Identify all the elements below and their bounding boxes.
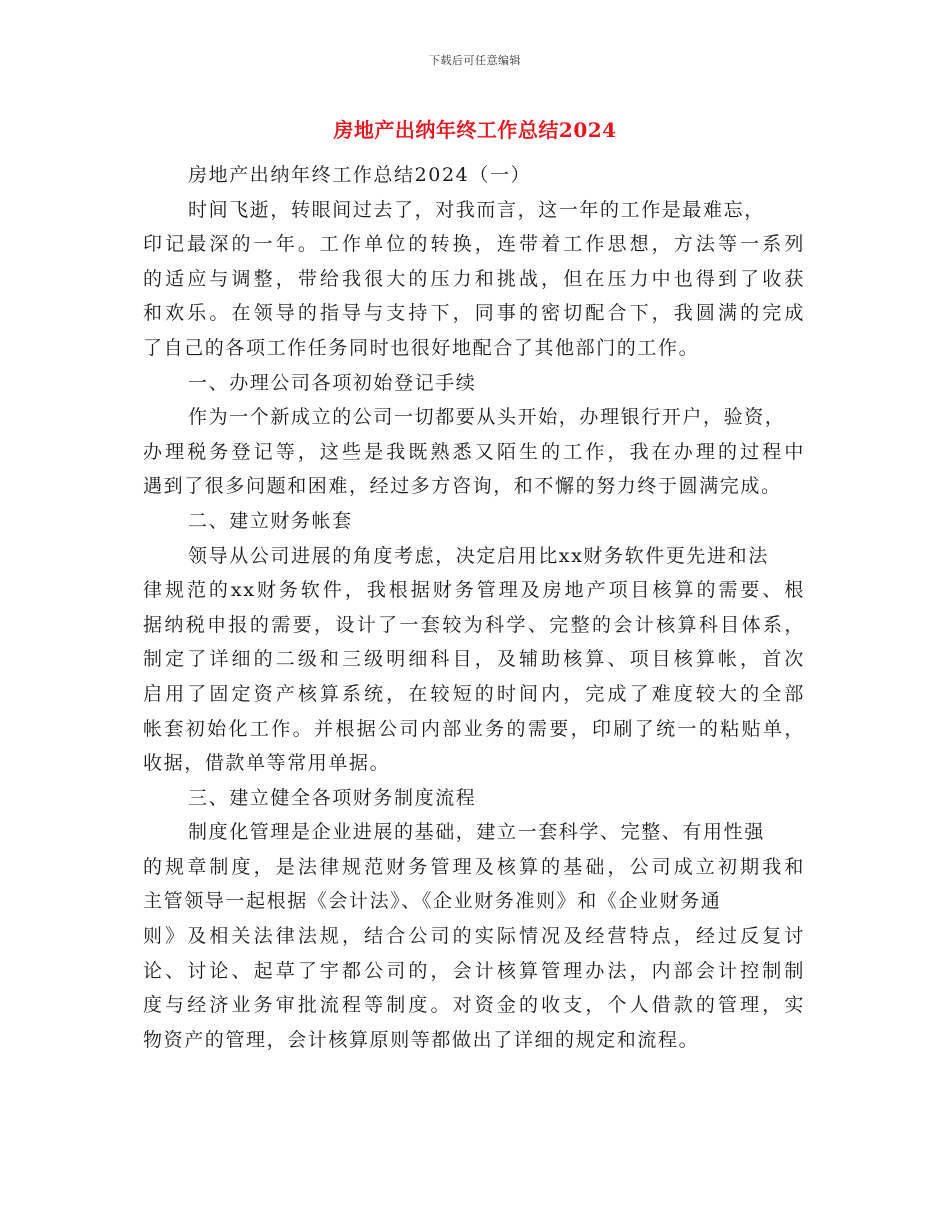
paragraph-line: 主管领导一起根据《会计法》、《企业财务准则》和《企业财务通 — [143, 890, 722, 913]
section-heading: 二、建立财务帐套 — [188, 509, 353, 532]
paragraph-line: 制度化管理是企业进展的基础，建立一套科学、完整、有用性强 — [188, 821, 765, 844]
paragraph-line: 时间飞逝，转眼间过去了，对我而言，这一年的工作是最难忘， — [188, 198, 765, 221]
paragraph-line: 论、讨论、起草了宇都公司的，会计核算管理办法，内部会计控制制 — [143, 959, 805, 982]
document-title: 房地产出纳年终工作总结2024 — [333, 118, 617, 142]
subtitle-line: 房地产出纳年终工作总结2024（一） — [188, 164, 532, 186]
paragraph-line: 领导从公司进展的角度考虑，决定启用比xx财务软件更先进和法 — [188, 544, 769, 567]
paragraph-line: 了自己的各项工作任务同时也很好地配合了其他部门的工作。 — [143, 336, 700, 359]
paragraph-line: 的规章制度，是法律规范财务管理及核算的基础，公司成立初期我和 — [143, 855, 805, 878]
paragraph-line: 遇到了很多问题和困难，经过多方咨询，和不懈的努力终于圆满完成。 — [143, 475, 782, 498]
document-body — [143, 158, 805, 1057]
paragraph-line: 办理税务登记等，这些是我既熟悉又陌生的工作，我在办理的过程中 — [143, 440, 805, 463]
paragraph-line: 印记最深的一年。工作单位的转换，连带着工作思想，方法等一系列 — [143, 233, 805, 256]
paragraph-line: 启用了固定资产核算系统，在较短的时间内，完成了难度较大的全部 — [143, 682, 805, 705]
paragraph-line: 据纳税申报的需要，设计了一套较为科学、完整的会计核算科目体系， — [143, 613, 805, 636]
paragraph-line: 作为一个新成立的公司一切都要从头开始，办理银行开户，验资， — [188, 406, 786, 429]
paragraph-line: 则》及相关法律法规，结合公司的实际情况及经营特点，经过反复讨 — [143, 925, 805, 948]
paragraph-line: 的适应与调整，带给我很大的压力和挑战，但在压力中也得到了收获 — [143, 267, 805, 290]
paragraph-line: 度与经济业务审批流程等制度。对资金的收支，个人借款的管理，实 — [143, 994, 805, 1017]
paragraph-line: 物资产的管理，会计核算原则等都做出了详细的规定和流程。 — [143, 1028, 700, 1051]
section-heading: 一、办理公司各项初始登记手续 — [188, 371, 477, 394]
paragraph-line: 制定了详细的二级和三级明细科目，及辅助核算、项目核算帐，首次 — [143, 648, 805, 671]
paragraph-line: 律规范的xx财务软件，我根据财务管理及房地产项目核算的需要、根 — [143, 579, 805, 602]
paragraph-line: 收据，借款单等常用单据。 — [143, 752, 391, 775]
header-note: 下载后可任意编辑 — [429, 54, 521, 67]
paragraph-line: 和欢乐。在领导的指导与支持下，同事的密切配合下，我圆满的完成 — [143, 302, 805, 325]
section-heading: 三、建立健全各项财务制度流程 — [188, 786, 477, 809]
paragraph-line: 帐套初始化工作。并根据公司内部业务的需要，印刷了统一的粘贴单， — [143, 717, 805, 740]
